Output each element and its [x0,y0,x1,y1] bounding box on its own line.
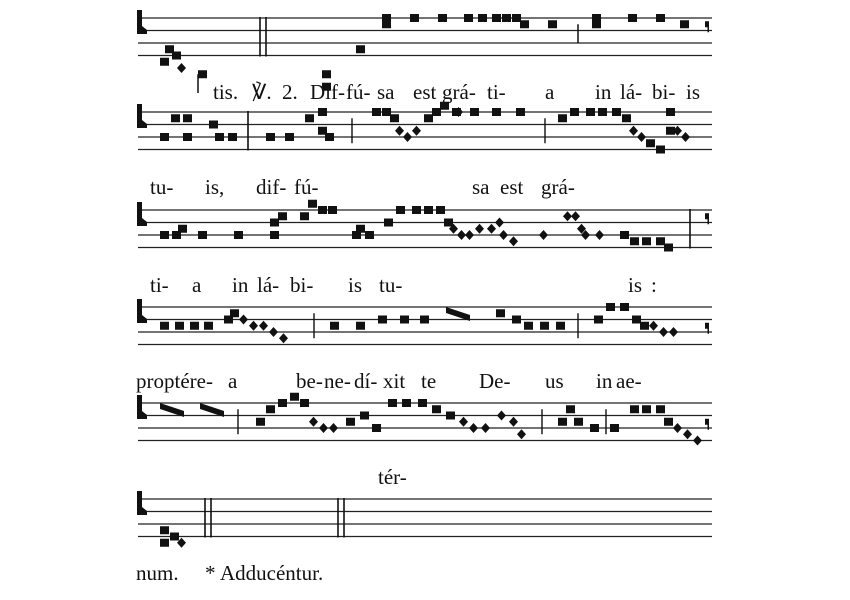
lyric-syllable: a [192,273,202,297]
neume-punctum [540,322,549,330]
neume-rhombus [475,224,484,234]
lyric-syllable: ae- [616,369,642,393]
neume-punctum [432,405,441,413]
neume-punctum [160,133,169,141]
neume-punctum [356,45,365,53]
neume-punctum [640,322,649,330]
neume-rhombus [637,132,646,142]
lyric-syllable: num. [136,561,179,585]
neume-punctum [365,231,374,239]
lyric-syllable: lá- [620,80,643,104]
neume-rhombus [239,315,248,325]
neume-punctum [520,20,529,28]
neume-punctum [360,412,369,420]
neume-punctum [464,14,473,22]
lyric-syllable: fú- [346,80,371,104]
neume-punctum [664,244,673,252]
neume-punctum [516,108,525,116]
neume-punctum [512,14,521,22]
neume-punctum [388,399,397,407]
neume-rhombus [659,327,668,337]
neume-punctum [512,316,521,324]
neume-punctum [470,108,479,116]
neume-punctum [285,133,294,141]
neume-rhombus [539,230,548,240]
neume-punctum [215,133,224,141]
neume-punctum [556,322,565,330]
neume-punctum [300,399,309,407]
do-clef [137,299,147,323]
lyric-syllable: is [686,80,701,104]
neume-rhombus [459,417,468,427]
neume-punctum [346,418,355,426]
neume-punctum [190,322,199,330]
neume-punctum [410,14,419,22]
neume-punctum [390,114,399,122]
neume-punctum [290,393,299,401]
neume-punctum [300,212,309,220]
neume-punctum [524,322,533,330]
lyric-syllable: sa [377,80,395,104]
neume-punctum [400,316,409,324]
neume-punctum [270,231,279,239]
neume-rhombus [481,423,490,433]
neume-rhombus [673,423,682,433]
neume-punctum [424,206,433,214]
neume-punctum [372,424,381,432]
neume-punctum [178,225,187,233]
neume-punctum [160,539,169,547]
lyric-syllable: dí- [354,369,378,393]
neume-punctum [328,206,337,214]
neume-rhombus [395,126,404,136]
neume-punctum [160,526,169,534]
neume-rhombus [309,417,318,427]
lyric-syllable: is, [205,175,225,199]
neume-rhombus [563,211,572,221]
lyric-syllable: in [232,273,249,297]
neume-punctum [382,108,391,116]
neume-punctum [656,405,665,413]
lyric-syllable: tu- [150,175,174,199]
neume-punctum [622,114,631,122]
neume-punctum [266,133,275,141]
neume-punctum [322,70,331,78]
neume-rhombus [629,126,638,136]
neume-punctum [656,237,665,245]
neume-punctum [183,133,192,141]
lyric-syllable: sa [472,175,490,199]
neume-rhombus [403,132,412,142]
lyric-syllable: in [596,369,613,393]
neume-punctum [566,405,575,413]
do-clef [137,104,147,128]
neume-punctum [630,237,639,245]
neume-punctum [444,219,453,227]
neume-punctum [230,309,239,317]
neume-punctum [318,206,327,214]
verse-number: 2. [282,80,298,104]
lyric-syllable: xit [383,369,406,393]
lyric-syllable: a [228,369,238,393]
lyric-syllable: grá- [442,80,476,104]
neume-punctum [183,114,192,122]
neume-rhombus [469,423,478,433]
neume-punctum [396,206,405,214]
neume-punctum [594,316,603,324]
neume-punctum [632,316,641,324]
lyric-syllable: tér- [378,465,407,489]
neume-rhombus [329,423,338,433]
lyric-syllable: lá- [257,273,280,297]
neume-punctum [278,399,287,407]
neume-punctum [502,14,511,22]
neume-rhombus [681,132,690,142]
neume-punctum [198,70,207,78]
lyric-syllable: est [500,175,524,199]
neume-punctum [438,14,447,22]
neume-punctum [656,146,665,154]
neume-punctum [278,212,287,220]
neume-punctum [548,20,557,28]
do-clef [137,491,147,515]
neume-punctum [592,14,601,22]
lyric-syllable: is [348,273,363,297]
neume-punctum [590,424,599,432]
neume-punctum [170,533,179,541]
neume-rhombus [279,333,288,343]
neume-rhombus [457,230,466,240]
neume-punctum [420,316,429,324]
neume-punctum [558,114,567,122]
neume-punctum [228,133,237,141]
neume-rhombus [495,218,504,228]
do-clef [137,395,147,419]
neume-rhombus [595,230,604,240]
lyric-syllable: tu- [379,273,403,297]
neume-punctum [620,303,629,311]
lyric-syllable: us [545,369,564,393]
versicle-sign: ℣. [252,80,272,104]
neume-rhombus [497,411,506,421]
neume-rhombus [649,321,658,331]
neume-punctum [308,200,317,208]
neume-punctum [204,322,213,330]
neume-rhombus [319,423,328,433]
neume-rhombus [465,230,474,240]
neume-punctum [446,412,455,420]
neume-punctum [642,237,651,245]
do-clef [137,10,147,34]
neume-punctum [680,20,689,28]
neume-rhombus [509,417,518,427]
neume-rhombus [571,211,580,221]
neume-punctum [642,405,651,413]
neume-punctum [436,206,445,214]
neume-punctum [570,108,579,116]
lyric-syllable: in [595,80,612,104]
neume-rhombus [487,224,496,234]
lyric-syllable: dif- [256,175,287,199]
neume-punctum [305,114,314,122]
neume-rhombus [669,327,678,337]
neume-rhombus [177,63,186,73]
neume-rhombus [499,230,508,240]
neume-punctum [646,139,655,147]
neume-punctum [234,231,243,239]
lyric-syllable: ti- [487,80,506,104]
neume-punctum [558,418,567,426]
lyric-syllable: Dif- [310,80,345,104]
neume-punctum [330,322,339,330]
neume-punctum [171,114,180,122]
do-clef [137,202,147,226]
neume-rhombus [517,429,526,439]
neume-punctum [356,322,365,330]
neume-punctum [586,108,595,116]
lyric-syllable: te [421,369,437,393]
lyric-syllable: est [413,80,437,104]
neume-punctum [356,225,365,233]
neume-rhombus [509,236,518,246]
lyric-syllable: proptére- [136,369,213,393]
asterisk-mark: * [205,561,216,585]
neume-rhombus [693,436,702,446]
neume-punctum [160,231,169,239]
neume-rhombus [259,321,268,331]
neume-punctum [492,108,501,116]
neume-punctum [378,316,387,324]
neume-punctum [266,405,275,413]
neume-punctum [318,108,327,116]
neume-punctum [656,14,665,22]
lyric-syllable: ne- [324,369,351,393]
neume-punctum [160,58,169,66]
lyric-syllable: : [651,273,657,297]
neume-punctum [610,424,619,432]
neume-punctum [424,114,433,122]
neume-punctum [412,206,421,214]
neume-punctum [492,14,501,22]
lyric-syllable: a [545,80,555,104]
neume-punctum [664,418,673,426]
neume-punctum [402,399,411,407]
neume-punctum [574,418,583,426]
lyric-syllable: fú- [294,175,319,199]
lyric-syllable: ti- [150,273,169,297]
neume-rhombus [269,327,278,337]
neume-punctum [372,108,381,116]
lyric-syllable: is [628,273,643,297]
neume-punctum [175,322,184,330]
neume-punctum [172,52,181,60]
neume-punctum [198,231,207,239]
neume-rhombus [412,126,421,136]
neume-punctum [496,309,505,317]
lyric-syllable: bi- [290,273,314,297]
lyric-syllable: grá- [541,175,575,199]
neume-punctum [256,418,265,426]
neume-punctum [384,219,393,227]
neume-punctum [606,303,615,311]
neume-punctum [666,108,675,116]
neume-punctum [209,121,218,129]
neume-punctum [612,108,621,116]
neume-punctum [418,399,427,407]
neume-rhombus [249,321,258,331]
incipit-text: Adducéntur. [220,561,324,585]
neume-punctum [630,405,639,413]
neume-punctum [598,108,607,116]
neume-punctum [382,14,391,22]
neume-punctum [270,219,279,227]
neume-punctum [160,322,169,330]
neume-punctum [628,14,637,22]
neume-punctum [478,14,487,22]
neume-rhombus [683,429,692,439]
lyric-syllable: tis. [213,80,239,104]
lyric-syllable: bi- [652,80,676,104]
neume-punctum [432,108,441,116]
neume-punctum [325,133,334,141]
lyric-syllable: be- [296,369,323,393]
neume-punctum [620,231,629,239]
lyric-syllable: De- [479,369,511,393]
